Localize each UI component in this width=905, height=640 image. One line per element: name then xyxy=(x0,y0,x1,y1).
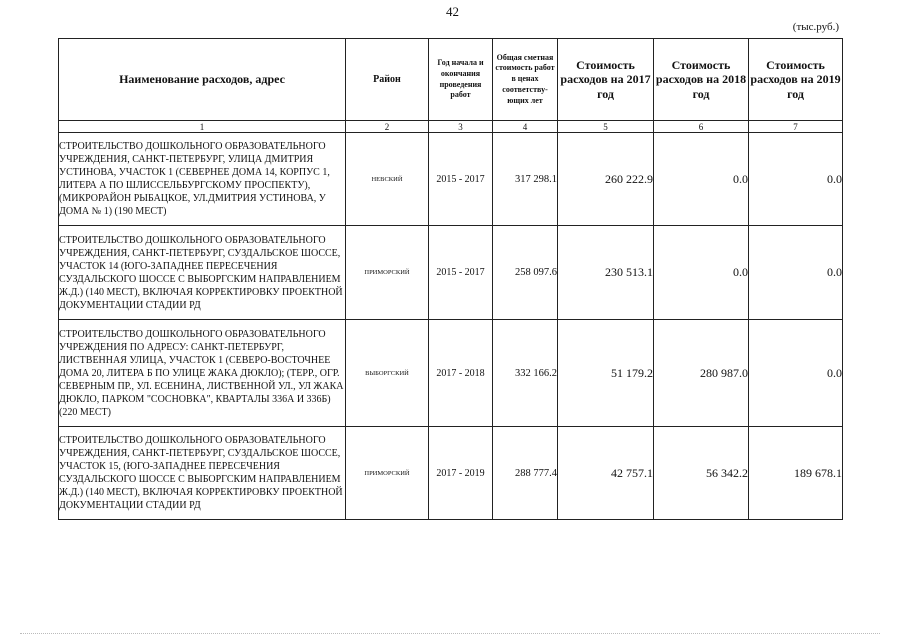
cost-2018-cell: 0.0 xyxy=(654,133,749,226)
column-number: 5 xyxy=(558,121,654,133)
cost-2017-cell: 42 757.1 xyxy=(558,427,654,520)
column-number: 1 xyxy=(59,121,346,133)
cost-2019-cell: 0.0 xyxy=(749,320,843,427)
header-estimate: Общая сметная стоимость работ в ценах соответству-ющих лет xyxy=(493,39,558,121)
cost-2019-cell: 0.0 xyxy=(749,226,843,320)
district-cell: ПРИМОРСКИЙ xyxy=(346,427,429,520)
cost-2018-cell: 56 342.2 xyxy=(654,427,749,520)
estimate-cell: 258 097.6 xyxy=(493,226,558,320)
district-cell: ВЫБОРГСКИЙ xyxy=(346,320,429,427)
cost-2017-cell: 260 222.9 xyxy=(558,133,654,226)
cost-2019-cell: 0.0 xyxy=(749,133,843,226)
table-row xyxy=(59,226,843,320)
column-number: 6 xyxy=(654,121,749,133)
expense-name: СТРОИТЕЛЬСТВО ДОШКОЛЬНОГО ОБРАЗОВАТЕЛЬНОГО УЧРЕЖДЕНИЯ ПО АДРЕСУ: САНКТ-ПЕТЕРБУРГ, ЛИСТВЕННАЯ УЛИЦА, УЧАСТОК 1 (СЕВЕРО-ВОСТОЧНЕЕ ДОМА 20, ЛИТЕРА Б ПО УЛИЦЕ ЖАКА ДЮКЛО); (ТЕРР., ОГР. СЕВЕРНЫМ ПР., УЛ. ЕСЕНИНА, ЛИСТВЕННОЙ УЛ., УЛ ЖАКА ДЮКЛО, ПАРКОМ "СОСНОВКА", КВАРТАЛЫ 336А И 336Б) (220 МЕСТ) xyxy=(59,320,346,427)
table-row xyxy=(59,133,843,226)
cost-2018-cell: 280 987.0 xyxy=(654,320,749,427)
period-cell: 2015 - 2017 xyxy=(429,226,493,320)
cost-2018-cell: 0.0 xyxy=(654,226,749,320)
expense-name: СТРОИТЕЛЬСТВО ДОШКОЛЬНОГО ОБРАЗОВАТЕЛЬНОГО УЧРЕЖДЕНИЯ, САНКТ-ПЕТЕРБУРГ, СУЗДАЛЬСКОЕ ШОССЕ, УЧАСТОК 15, (ЮГО-ЗАПАДНЕЕ ПЕРЕСЕЧЕНИЯ СУЗДАЛЬСКОГО ШОССЕ С ВЫБОРГСКИМ НАПРАВЛЕНИЕМ Ж.Д.) (140 МЕСТ), ВКЛЮЧАЯ КОРРЕКТИРОВКУ ПРОЕКТНОЙ ДОКУМЕНТАЦИИ СТАДИИ РД xyxy=(59,427,346,520)
budget-table xyxy=(58,38,843,520)
column-number: 2 xyxy=(346,121,429,133)
estimate-cell: 317 298.1 xyxy=(493,133,558,226)
district-cell: НЕВСКИЙ xyxy=(346,133,429,226)
header-cost-2018: Стоимость расходов на 2018 год xyxy=(654,39,749,121)
column-number: 7 xyxy=(749,121,843,133)
period-cell: 2015 - 2017 xyxy=(429,133,493,226)
table-row xyxy=(59,320,843,427)
period-cell: 2017 - 2018 xyxy=(429,320,493,427)
cost-2017-cell: 51 179.2 xyxy=(558,320,654,427)
units-note: (тыс.руб.) xyxy=(792,21,839,33)
period-cell: 2017 - 2019 xyxy=(429,427,493,520)
cost-2019-cell: 189 678.1 xyxy=(749,427,843,520)
header-cost-2019: Стоимость расходов на 2019 год xyxy=(749,39,843,121)
header-name: Наименование расходов, адрес xyxy=(59,39,346,121)
header-cost-2017: Стоимость расходов на 2017 год xyxy=(558,39,654,121)
cost-2017-cell: 230 513.1 xyxy=(558,226,654,320)
header-district: Район xyxy=(346,39,429,121)
header-period: Год начала и окончания проведения работ xyxy=(429,39,493,121)
column-number: 4 xyxy=(493,121,558,133)
header-row xyxy=(59,39,843,121)
expense-name: СТРОИТЕЛЬСТВО ДОШКОЛЬНОГО ОБРАЗОВАТЕЛЬНОГО УЧРЕЖДЕНИЯ, САНКТ-ПЕТЕРБУРГ, УЛИЦА ДМИТРИЯ УСТИНОВА, УЧАСТОК 1 (СЕВЕРНЕЕ ДОМА 14, КОРПУС 1, ЛИТЕРА А ПО ШЛИССЕЛЬБУРГСКОМУ ПРОСПЕКТУ), (МИКРОРАЙОН РЫБАЦКОЕ, УЛ.ДМИТРИЯ УСТИНОВА, У ДОМА № 1) (190 МЕСТ) xyxy=(59,133,346,226)
district-cell: ПРИМОРСКИЙ xyxy=(346,226,429,320)
page-number: 42 xyxy=(446,4,459,19)
estimate-cell: 332 166.2 xyxy=(493,320,558,427)
column-number: 3 xyxy=(429,121,493,133)
scan-artifact-line xyxy=(20,633,880,634)
table-row xyxy=(59,427,843,520)
column-number-row xyxy=(59,121,843,133)
estimate-cell: 288 777.4 xyxy=(493,427,558,520)
expense-name: СТРОИТЕЛЬСТВО ДОШКОЛЬНОГО ОБРАЗОВАТЕЛЬНОГО УЧРЕЖДЕНИЯ, САНКТ-ПЕТЕРБУРГ, СУЗДАЛЬСКОЕ ШОССЕ, УЧАСТОК 14 (ЮГО-ЗАПАДНЕЕ ПЕРЕСЕЧЕНИЯ СУЗДАЛЬСКОГО ШОССЕ С ВЫБОРГСКИМ НАПРАВЛЕНИЕМ Ж.Д.) (140 МЕСТ), ВКЛЮЧАЯ КОРРЕКТИРОВКУ ПРОЕКТНОЙ ДОКУМЕНТАЦИИ СТАДИИ РД xyxy=(59,226,346,320)
